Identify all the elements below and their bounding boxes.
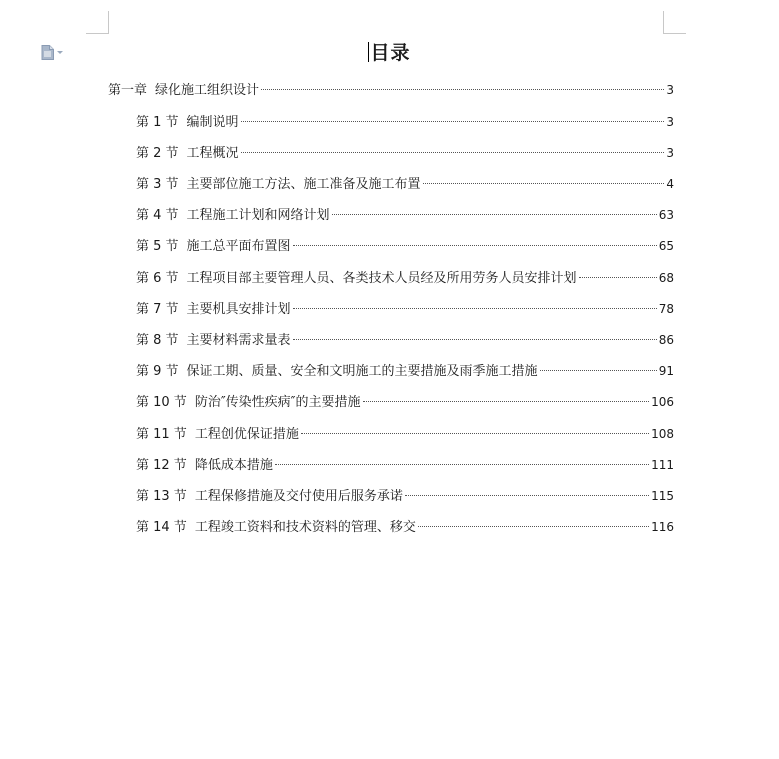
toc-entry-section-7[interactable] [136, 299, 674, 319]
toc-entry-section-1[interactable] [136, 112, 674, 132]
toc-entry-page: 4 [666, 177, 674, 191]
toc-entry-title: 主要材料需求量表 [186, 333, 291, 348]
toc-entry-page: 68 [658, 271, 674, 285]
toc-entry-page: 108 [651, 427, 674, 441]
toc-entry-title: 工程竣工资料和技术资料的管理、移交 [194, 520, 416, 535]
dot-leader [241, 121, 665, 122]
dot-leader [293, 308, 657, 309]
page-corner-mark-top-right [663, 11, 686, 34]
toc-entry-number: 第 8 节 [136, 333, 179, 348]
toc-entry-section-6[interactable] [136, 268, 674, 288]
toc-entry-page: 111 [651, 458, 674, 472]
dot-leader [405, 495, 649, 496]
toc-entry-number: 第 3 节 [136, 177, 179, 192]
toc-entry-number: 第 14 节 [136, 520, 187, 535]
toc-entry-page: 65 [658, 239, 674, 253]
toc-entry-title: 防治″传染性疾病″的主要措施 [194, 395, 361, 410]
toc-entry-title: 绿化施工组织设计 [155, 83, 260, 98]
toc-entry-number: 第 9 节 [136, 364, 179, 379]
toc-entry-title: 降低成本措施 [194, 458, 273, 473]
toc-entry-number: 第 12 节 [136, 458, 187, 473]
dot-leader [275, 464, 649, 465]
toc-entry-section-10[interactable] [136, 392, 674, 412]
dot-leader [293, 339, 657, 340]
toc-entry-page: 78 [658, 302, 674, 316]
toc-entry-chapter-1[interactable] [108, 80, 674, 100]
toc-entry-page: 106 [651, 395, 674, 409]
toc-entry-section-12[interactable] [136, 455, 674, 475]
toc-entry-number: 第 13 节 [136, 489, 187, 504]
toc-entry-section-13[interactable] [136, 486, 674, 506]
toc-entry-number: 第 4 节 [136, 208, 179, 223]
dot-leader [332, 214, 657, 215]
toc-entry-title: 施工总平面布置图 [186, 239, 291, 254]
toc-entry-title: 主要机具安排计划 [186, 302, 291, 317]
toc-entry-section-8[interactable] [136, 330, 674, 350]
toc-entry-title: 工程创优保证措施 [194, 427, 299, 442]
toc-entry-page: 63 [658, 208, 674, 222]
toc-entry-section-4[interactable] [136, 205, 674, 225]
toc-entry-section-5[interactable] [136, 236, 674, 256]
toc-entry-number: 第 5 节 [136, 239, 179, 254]
page-corner-mark-top-left [86, 11, 109, 34]
toc-entry-number: 第 2 节 [136, 146, 179, 161]
toc-entry-page: 3 [666, 115, 674, 129]
toc-entry-section-2[interactable] [136, 143, 674, 163]
dot-leader [261, 89, 664, 90]
toc-entry-section-3[interactable] [136, 174, 674, 194]
toc-heading[interactable] [0, 41, 779, 65]
toc-entry-number: 第 1 节 [136, 115, 179, 130]
toc-entry-page: 116 [651, 520, 674, 534]
toc-entry-page: 115 [651, 489, 674, 503]
dot-leader [301, 433, 649, 434]
toc-entry-title: 主要部位施工方法、施工准备及施工布置 [186, 177, 421, 192]
toc-entry-title: 保证工期、质量、安全和文明施工的主要措施及雨季施工措施 [186, 364, 538, 379]
toc-entry-number: 第 10 节 [136, 395, 187, 410]
toc-entry-title: 工程项目部主要管理人员、各类技术人员经及所用劳务人员安排计划 [186, 271, 577, 286]
toc-entry-number: 第 11 节 [136, 427, 187, 442]
toc-entry-title: 编制说明 [186, 115, 239, 130]
toc-entry-page: 86 [658, 333, 674, 347]
dot-leader [241, 152, 665, 153]
toc-entry-section-14[interactable] [136, 517, 674, 537]
dot-leader [293, 245, 657, 246]
toc-heading-text: 目录 [370, 42, 411, 64]
toc-entry-section-11[interactable] [136, 424, 674, 444]
toc-entry-page: 3 [666, 83, 674, 97]
dot-leader [418, 526, 649, 527]
toc-entry-title: 工程保修措施及交付使用后服务承诺 [194, 489, 403, 504]
dot-leader [423, 183, 665, 184]
toc-entry-section-9[interactable] [136, 361, 674, 381]
toc-entry-title: 工程概况 [186, 146, 239, 161]
dot-leader [540, 370, 657, 371]
toc-entry-page: 3 [666, 146, 674, 160]
toc-entry-number: 第 7 节 [136, 302, 179, 317]
toc-entry-number: 第一章 [108, 83, 148, 98]
toc-entry-number: 第 6 节 [136, 271, 179, 286]
dot-leader [579, 277, 657, 278]
toc-entry-title: 工程施工计划和网络计划 [186, 208, 330, 223]
dot-leader [363, 401, 650, 402]
toc-entry-page: 91 [658, 364, 674, 378]
